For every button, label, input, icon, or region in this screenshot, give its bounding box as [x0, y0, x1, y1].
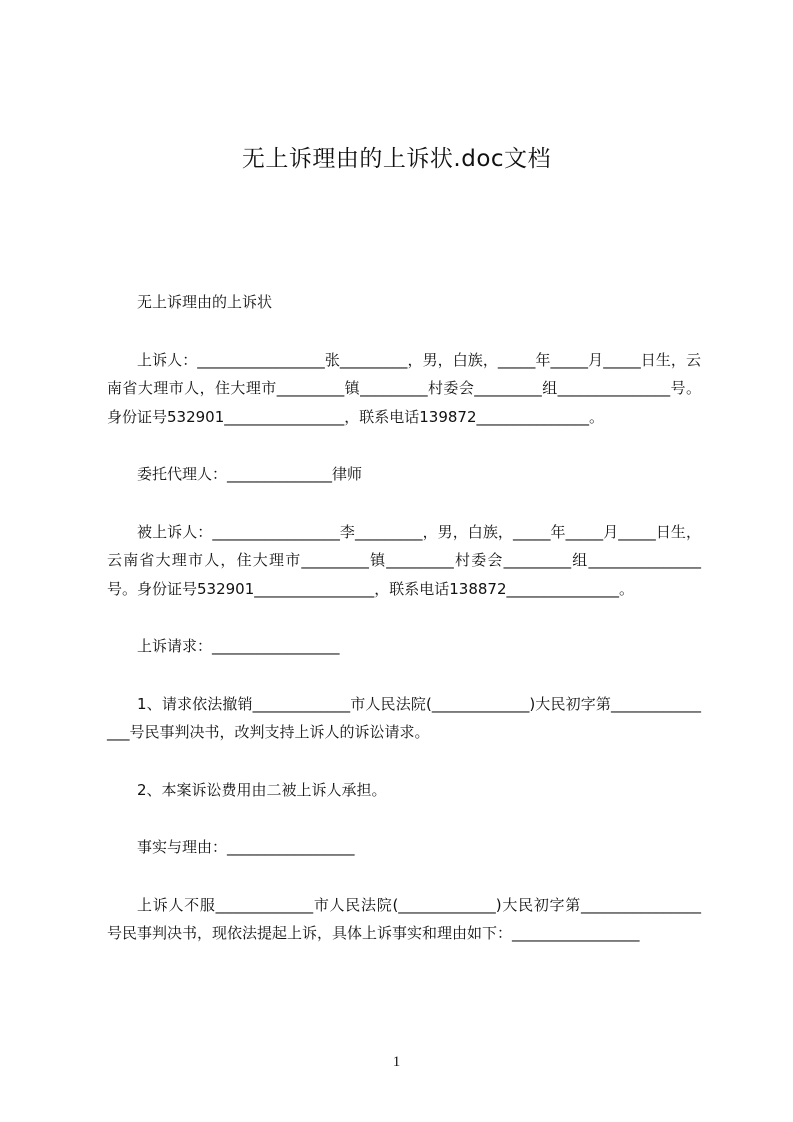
facts-label-paragraph: 事实与理由：_________________	[137, 838, 355, 856]
heading-paragraph: 无上诉理由的上诉状	[137, 293, 273, 311]
claim-2-paragraph: 2、本案诉讼费用由二被上诉人承担。	[137, 780, 387, 799]
document-body	[107, 288, 701, 948]
appellant-paragraph: 上诉人：_________________张_________，男，白族，_____年_____月_____日生，云南省大理市人，住大理市_________镇_________村委会_________组_______________号。身份证号532901________________，联系电话139872_______________。	[107, 350, 701, 426]
document-title: 无上诉理由的上诉状.doc文档	[241, 146, 552, 172]
claim-1-paragraph: 1、请求依法撤销_____________市人民法院(_____________)大民初字第_______________号民事判决书，改判支持上诉人的诉讼请求。	[107, 694, 701, 741]
claims-label-paragraph: 上诉请求：_________________	[137, 637, 340, 655]
appellee-paragraph: 被上诉人：_________________李_________，男，白族，_____年_____月_____日生，云南省大理市人，住大理市_________镇_________村委会_________组_______________号。身份证号532901________________，联系电话138872_______________。	[107, 522, 701, 598]
agent-paragraph: 委托代理人：______________律师	[137, 465, 363, 483]
page-number: 1	[392, 1054, 401, 1070]
facts-text-paragraph: 上诉人不服_____________市人民法院(_____________)大民初字第________________号民事判决书，现依法提起上诉，具体上诉事实和理由如下：_________________	[107, 895, 701, 942]
